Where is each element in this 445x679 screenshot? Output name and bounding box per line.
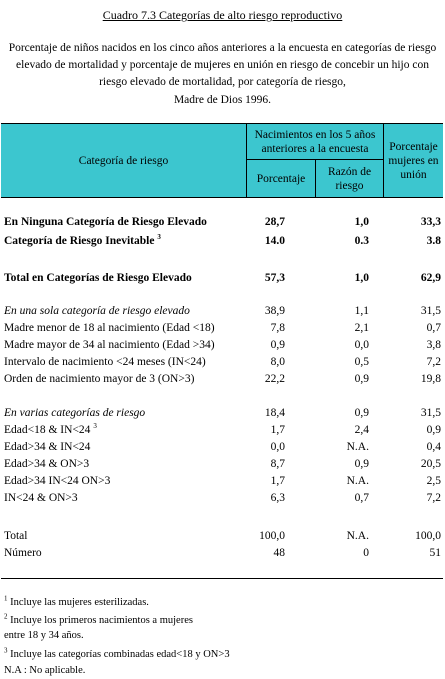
cell-percent: 22,2 [264, 373, 285, 385]
table-row [0, 356, 445, 372]
cell-women-percent: 3.8 [426, 235, 441, 247]
cell-risk-ratio: 0,7 [354, 492, 369, 504]
cell-risk-ratio: 0 [363, 547, 369, 559]
header-births-group: Nacimientos en los 5 años anteriores a la encuesta [254, 129, 376, 155]
header-risk-ratio: Razón de riesgo [327, 165, 372, 192]
table-row [0, 305, 445, 321]
row-label: Orden de nacimiento mayor de 3 (ON>3) [4, 373, 195, 385]
table-row [0, 492, 445, 508]
table-description: Porcentaje de niños nacidos en los cinco años anteriores a la encuesta en categorías de riesgo elevado de mortalidad y porcentaje de mujeres en unión en riesgo de concebir un hijo con riesgo elevado de mortalidad, por categoría de riesgo, [8, 42, 437, 88]
cell-women-percent: 7,2 [426, 356, 441, 368]
cell-risk-ratio: 2,1 [354, 322, 369, 334]
cell-women-percent: 0,4 [426, 441, 441, 453]
cell-women-percent: 0,7 [426, 322, 441, 334]
footnote-mark: 3 [93, 422, 97, 431]
row-label: Madre mayor de 34 al nacimiento (Edad >34) [4, 339, 215, 351]
row-label: En varias categorías de riesgo [4, 407, 146, 419]
footnote-na: N.A : No aplicable. [4, 665, 86, 676]
cell-women-percent: 2,5 [426, 475, 441, 487]
cell-women-percent: 7,2 [426, 492, 441, 504]
row-label: Edad>34 IN<24 ON>3 [4, 475, 111, 487]
cell-percent: 0,0 [270, 441, 285, 453]
cell-percent: 57,3 [264, 272, 285, 284]
cell-percent: 14.0 [264, 235, 285, 247]
row-label: Número [4, 547, 42, 559]
table-row [0, 216, 445, 232]
cell-risk-ratio: N.A. [346, 475, 369, 487]
cell-risk-ratio: N.A. [346, 441, 369, 453]
cell-women-percent: 3,8 [426, 339, 441, 351]
cell-percent: 38,9 [264, 305, 285, 317]
cell-percent: 6,3 [270, 492, 285, 504]
row-label: Total [4, 530, 28, 542]
cell-women-percent: 100,0 [415, 530, 441, 542]
row-label: IN<24 & ON>3 [4, 492, 78, 504]
cell-women-percent: 51 [429, 547, 441, 559]
cell-women-percent: 62,9 [420, 272, 441, 284]
cell-women-percent: 0,9 [426, 424, 441, 436]
cell-percent: 7,8 [270, 322, 285, 334]
header-percent: Porcentaje [256, 172, 306, 185]
cell-percent: 8,0 [270, 356, 285, 368]
table-row [0, 272, 445, 288]
cell-risk-ratio: N.A. [346, 530, 369, 542]
table-row [0, 373, 445, 389]
header-women-percent: Porcentaje mujeres en unión [388, 140, 439, 181]
table-header [1, 123, 443, 198]
cell-risk-ratio: 0,9 [354, 458, 369, 470]
row-label: En Ninguna Categoría de Riesgo Elevado [4, 216, 207, 228]
cell-risk-ratio: 1,1 [354, 305, 369, 317]
cell-percent: 28,7 [264, 216, 285, 228]
table-bottom-rule [1, 578, 443, 579]
table-row [0, 322, 445, 338]
table-row [0, 339, 445, 355]
header-category: Categoría de riesgo [78, 154, 169, 167]
row-label: Madre menor de 18 al nacimiento (Edad <18) [4, 322, 215, 334]
cell-percent: 18,4 [264, 407, 285, 419]
row-label: Edad>34 & IN<24 [4, 441, 91, 453]
table-row [0, 458, 445, 474]
footnote-2: $^2$ Incluye los primeros nacimientos a mujeres [4, 612, 193, 626]
cell-risk-ratio: 0,0 [354, 339, 369, 351]
table-row [0, 547, 445, 563]
cell-risk-ratio: 0,5 [354, 356, 369, 368]
footnote-3: $^3$ Incluye las categorías combinadas edad<18 y ON>3 [4, 646, 230, 660]
cell-risk-ratio: 1,0 [354, 272, 369, 284]
table-title: Cuadro 7.3 Categorías de alto riesgo reproductivo [102, 8, 343, 22]
cell-women-percent: 19,8 [420, 373, 441, 385]
cell-percent: 100,0 [259, 530, 285, 542]
cell-percent: 1,7 [270, 475, 285, 487]
cell-women-percent: 33,3 [420, 216, 441, 228]
footnote-1: $^1$ Incluye las mujeres esterilizadas. [4, 594, 149, 608]
row-label: Total en Categorías de Riesgo Elevado [4, 272, 192, 284]
table-row [0, 441, 445, 457]
cell-risk-ratio: 0.3 [354, 235, 369, 247]
footnote-mark: 3 [157, 233, 161, 242]
table-row [0, 235, 445, 251]
cell-risk-ratio: 0,9 [354, 373, 369, 385]
cell-risk-ratio: 1,0 [354, 216, 369, 228]
row-label: Edad<18 & IN<24 $^3$ [4, 422, 97, 436]
footnote-2-cont: entre 18 y 34 años. [4, 630, 84, 641]
cell-risk-ratio: 0,9 [354, 407, 369, 419]
table-row [0, 424, 445, 440]
row-label: Categoría de Riesgo Inevitable $^3$ [4, 233, 161, 247]
cell-women-percent: 31,5 [420, 305, 441, 317]
cell-risk-ratio: 2,4 [354, 424, 369, 436]
row-label: Edad>34 & ON>3 [4, 458, 90, 470]
cell-percent: 48 [273, 547, 285, 559]
cell-women-percent: 31,5 [420, 407, 441, 419]
table-place-year: Madre de Dios 1996. [173, 94, 272, 106]
cell-percent: 0,9 [270, 339, 285, 351]
table-row [0, 407, 445, 423]
table-row [0, 530, 445, 546]
table-row [0, 475, 445, 491]
row-label: Intervalo de nacimiento <24 meses (IN<24) [4, 356, 206, 368]
cell-percent: 8,7 [270, 458, 285, 470]
cell-women-percent: 20,5 [420, 458, 441, 470]
row-label: En una sola categoría de riesgo elevado [4, 305, 190, 317]
cell-percent: 1,7 [270, 424, 285, 436]
